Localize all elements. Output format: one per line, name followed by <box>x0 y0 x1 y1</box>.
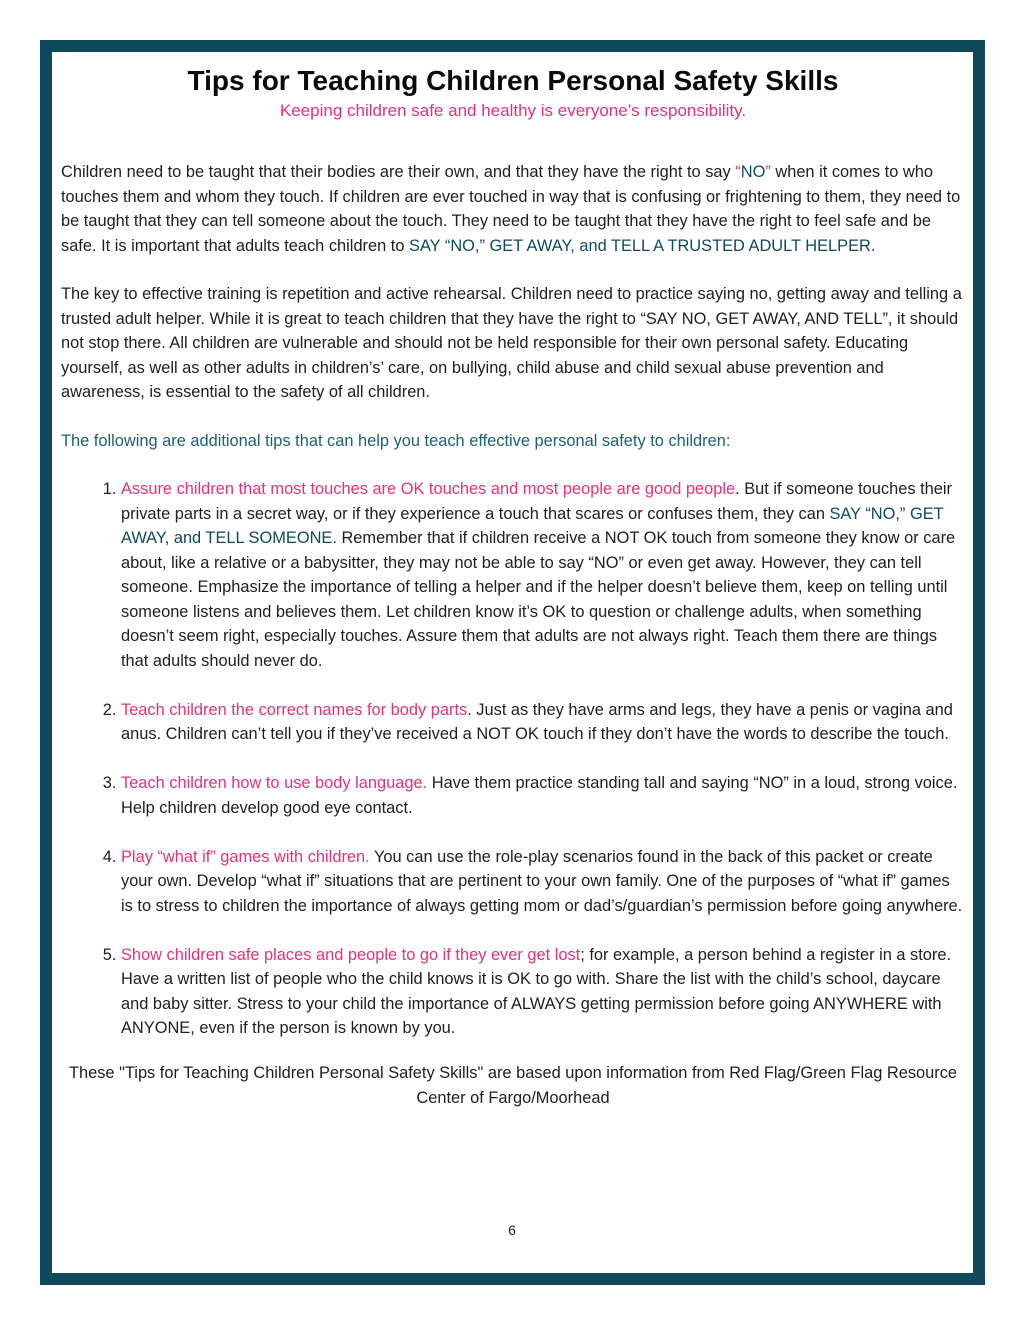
list-item <box>121 477 965 673</box>
tips-list <box>61 477 965 1041</box>
no-emphasis: NO <box>740 163 766 181</box>
tip-lead: Show children safe places and people to go if they ever get lost <box>121 945 581 964</box>
say-no-highlight: SAY “NO,” GET AWAY, and TELL A TRUSTED ADULT HELPER. <box>409 236 876 255</box>
text-run: when it comes to who touches them and whom they touch. If children are ever touched in way that is confusing or frightening to them, they need to be taught that they can tell someone about the touch. They need to be taught that they have the right to feel safe and be safe. It is important that adults teach children to <box>61 163 961 255</box>
list-item <box>121 943 965 1041</box>
list-item <box>121 771 965 820</box>
tip-lead: Assure children that most touches are OK touches and most people are good people <box>121 480 736 498</box>
tip-lead: Teach children how to use body language. <box>121 774 428 792</box>
tip-lead: Teach children the correct names for body parts <box>121 700 468 719</box>
list-item <box>121 845 965 919</box>
text-run: Remember that if children receive a NOT OK touch from someone they know or care about, like a relative or a babysitter, they may not be able to say “NO” or even get away. However, they can tell someone. Emphasize the importance of telling a helper and if the helper doesn’t believe them, keep on telling until someone listens and believes them. Let children know it’s OK to question or challenge adults, when something doesn’t seem right, especially touches. Assure them that adults are not always right. Teach them there are things that adults should never do. <box>121 529 956 670</box>
text-run: ; for example, a person behind a register in a store. Have a written list of people who the child knows it is OK to go with. Share the list with the child’s school, daycare and baby sitter. Stress to your child the importance of ALWAYS getting permission before going ANYWHERE with ANYONE, even if the person is known by you. <box>121 945 952 1037</box>
paragraph-training: The key to effective training is repetition and active rehearsal. Children need to practice saying no, getting away and telling a trusted adult helper. While it is great to teach children that they have the right to “SAY NO, GET AWAY, AND TELL”, it should not stop there. All children are vulnerable and should not be held responsible for their own personal safety. Educating yourself, as well as other adults in children’s’ care, on bullying, child abuse and child sexual abuse prevention and awareness, is essential to the safety of all children. <box>61 285 962 401</box>
text-run: Have them practice standing tall and saying “NO” in a loud, strong voice. Help children develop good eye contact. <box>121 774 958 817</box>
page-content <box>61 64 965 1110</box>
say-no-highlight: SAY “NO,” GET AWAY, and TELL SOMEONE. <box>121 504 944 547</box>
paragraph-body-ownership <box>61 160 965 258</box>
text-run: . But if someone touches their private parts in a secret way, or if they experience a touch that scares or confuses them, they can <box>121 480 952 523</box>
quote-mark: “ <box>735 163 741 181</box>
page-title: Tips for Teaching Children Personal Safety Skills <box>187 65 839 96</box>
text-run: . Just as they have arms and legs, they have a penis or vagina and anus. Children can’t tell you if they’ve received a NOT OK touch if they don’t have the words to describe the touch. <box>121 700 953 743</box>
list-item <box>121 698 965 747</box>
source-credit: These "Tips for Teaching Children Personal Safety Skills" are based upon information from Red Flag/Green Flag Resource Center of Fargo/Moorhead <box>68 1064 958 1107</box>
text-run: You can use the role-play scenarios found in the back of this packet or create your own. Develop “what if” situations that are pertinent to your own family. One of the purposes of “what if” games is to stress to children the importance of always getting mom or dad’s/guardian’s permission before going anywhere. <box>121 847 963 915</box>
tips-intro: The following are additional tips that can help you teach effective personal safety to children: <box>61 431 731 450</box>
text-run: Children need to be taught that their bodies are their own, and that they have the right to say <box>61 163 736 181</box>
quote-mark: ” <box>765 163 771 181</box>
page-subtitle: Keeping children safe and healthy is everyone’s responsibility. <box>279 101 747 120</box>
page-number: 6 <box>508 1222 516 1238</box>
tip-lead: Play “what if” games with children. <box>121 847 370 866</box>
